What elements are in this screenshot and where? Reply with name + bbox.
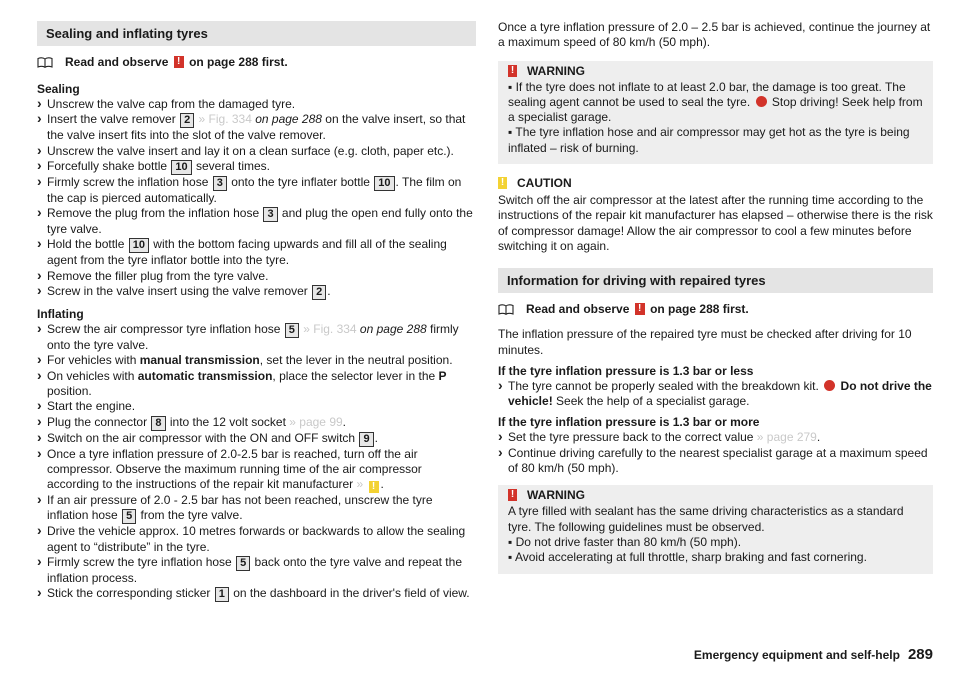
caution-icon: ! — [498, 177, 507, 189]
page-link[interactable]: » page 279 — [756, 430, 817, 445]
list-item: › Plug the connector 8 into the 12 volt socket » page 99. — [37, 415, 476, 431]
list-item: › Set the tyre pressure back to the correct value » page 279. — [498, 430, 933, 445]
condition-heading: If the tyre inflation pressure is 1.3 bar or more — [498, 415, 760, 430]
list-item: › For vehicles with manual transmission, set the lever in the neutral position. — [37, 353, 476, 368]
warning-icon: ! — [174, 56, 184, 68]
list-item: › Drive the vehicle approx. 10 metres forwards or backwards to allow the sealing agent to “distribute” in the tyre. — [37, 524, 476, 555]
ref-badge: 10 — [129, 238, 149, 253]
list-item: › Remove the filler plug from the tyre valve. — [37, 269, 476, 284]
book-icon — [37, 57, 53, 68]
list-item: › Start the engine. — [37, 399, 476, 414]
list-item: › Screw the air compressor tyre inflation hose 5 » Fig. 334 on page 288 firmly onto the tyre valve. — [37, 322, 476, 353]
left-column — [37, 0, 476, 602]
ref-badge: 8 — [151, 416, 165, 431]
list-item: › On vehicles with automatic transmission, place the selector lever in the P position. — [37, 369, 476, 400]
warning-bullet: ▪ If the tyre does not inflate to at least 2.0 bar, the damage is too great. The sealing agent cannot be used to seal the tyre. Stop driving! Seek help from a specialist garage. — [508, 79, 923, 125]
sealing-heading: Sealing — [37, 82, 80, 96]
section-title: Sealing and inflating tyres — [37, 21, 476, 46]
stop-icon — [756, 96, 767, 107]
list-item: › Stick the corresponding sticker 1 on the dashboard in the driver's field of view. — [37, 586, 476, 602]
figure-link[interactable]: » Fig. 334 — [299, 322, 357, 337]
list-item: › Unscrew the valve insert and lay it on a clean surface (e.g. cloth, paper etc.). — [37, 144, 476, 159]
ref-badge: 5 — [285, 323, 299, 338]
inflating-heading: Inflating — [37, 307, 84, 322]
list-item: › Firmly screw the tyre inflation hose 5 back onto the tyre valve and repeat the inflation process. — [37, 555, 476, 586]
warning-icon: ! — [635, 303, 645, 315]
page-number: 289 — [907, 646, 933, 663]
sealing-steps — [37, 97, 476, 300]
warning-icon: ! — [508, 489, 517, 501]
ref-badge: 1 — [215, 587, 229, 602]
stop-icon — [824, 380, 835, 391]
warning-bullet: ▪ Avoid accelerating at full throttle, sharp braking and fast cornering. — [508, 550, 867, 565]
warning-box — [498, 61, 933, 164]
list-item: › Once a tyre inflation pressure of 2.0-2.5 bar is reached, turn off the air compressor. Observe the maximum running time of the air compressor according to the instructions of the repair kit manufacturer » ! . — [37, 447, 476, 494]
warning-bullet: ▪ Do not drive faster than 80 km/h (50 mph). — [508, 534, 742, 549]
warning-bullet: ▪ The tyre inflation hose and air compressor may get hot as the tyre is being inflated – risk of burning. — [508, 125, 910, 155]
warning-box — [498, 485, 933, 573]
ref-badge: 2 — [312, 285, 326, 300]
list-item: › The tyre cannot be properly sealed with the breakdown kit. Do not drive the vehicle! Seek the help of a specialist garage. — [498, 379, 933, 410]
right-column — [498, 0, 933, 574]
ref-badge: 10 — [374, 176, 394, 191]
list-item: › Hold the bottle 10 with the bottom facing upwards and fill all of the sealing agent from the tyre inflator bottle into the tyre. — [37, 237, 476, 268]
page-link[interactable]: » page 99 — [289, 414, 343, 429]
book-icon — [498, 304, 514, 315]
warning-text: A tyre filled with sealant has the same driving characteristics as a standard tyre. The following guidelines must be observed. — [508, 504, 904, 534]
list-item: › Firmly screw the inflation hose 3 onto the tyre inflater bottle 10 . The film on the cap is pierced automatically. — [37, 175, 476, 206]
page-footer — [694, 646, 933, 663]
list-item: › Forcefully shake bottle 10 several times. — [37, 159, 476, 175]
caution-icon: ! — [369, 481, 379, 493]
ref-badge: 2 — [180, 113, 194, 128]
ref-badge: 10 — [171, 160, 191, 175]
list-item: › Screw in the valve insert using the valve remover 2 . — [37, 284, 476, 300]
ref-badge: 3 — [213, 176, 227, 191]
list-item: › Insert the valve remover 2 » Fig. 334 on page 288 on the valve insert, so that the valve insert fits into the slot of the valve remover. — [37, 112, 476, 143]
ref-badge: 5 — [236, 556, 250, 571]
inflating-steps — [37, 322, 476, 602]
caution-heading: ! CAUTION — [498, 176, 933, 190]
ref-badge: 3 — [263, 207, 277, 222]
read-observe-note: Read and observe ! on page 288 first. — [498, 302, 933, 316]
list-item: › Continue driving carefully to the nearest specialist garage at a maximum speed of 80 km/h (50 mph). — [498, 446, 933, 477]
figure-link[interactable]: » Fig. 334 — [195, 112, 252, 127]
caution-text: Switch off the air compressor at the latest after the running time according to the instructions of the repair kit manufacturer has elapsed – otherwise there is the risk of compressor damage! Allow the air compressor to cool a few minutes before switching it on again. — [498, 193, 933, 253]
paragraph: The inflation pressure of the repaired tyre must be checked after driving for 10 minutes. — [498, 327, 912, 357]
read-observe-note: Read and observe ! on page 288 first. — [37, 55, 476, 69]
footer-section: Emergency equipment and self-help — [693, 648, 900, 662]
warning-title: WARNING — [527, 63, 585, 78]
ref-badge: 9 — [359, 432, 373, 447]
warning-title: WARNING — [527, 488, 585, 503]
warning-icon: ! — [508, 65, 517, 77]
list-item: › Switch on the air compressor with the ON and OFF switch 9 . — [37, 431, 476, 447]
intro-paragraph: Once a tyre inflation pressure of 2.0 – 2.5 bar is achieved, continue the journey at a maximum speed of 80 km/h (50 mph). — [498, 20, 931, 50]
list-item: › If an air pressure of 2.0 - 2.5 bar has not been reached, unscrew the tyre inflation hose 5 from the tyre valve. — [37, 493, 476, 524]
section-title: Information for driving with repaired tyres — [498, 268, 933, 293]
ref-badge: 5 — [122, 509, 136, 524]
condition-heading: If the tyre inflation pressure is 1.3 bar or less — [498, 363, 754, 378]
caution-link[interactable]: » — [356, 477, 367, 492]
list-item: › Remove the plug from the inflation hose 3 and plug the open end fully onto the tyre valve. — [37, 206, 476, 237]
list-item: › Unscrew the valve cap from the damaged tyre. — [37, 97, 476, 112]
